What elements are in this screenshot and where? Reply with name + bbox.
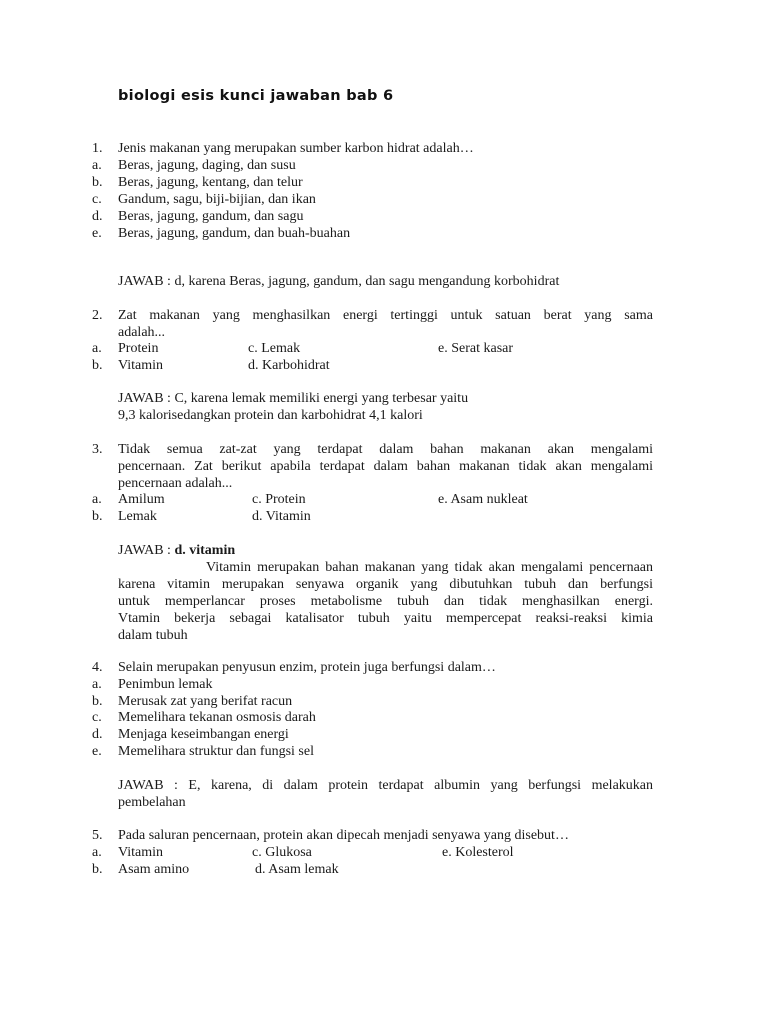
- option-mark: b.: [92, 175, 103, 190]
- option-text: Gandum, sagu, biji-bijian, dan ikan: [118, 192, 316, 207]
- question-text: Jenis makanan yang merupakan sumber karbon hidrat adalah…: [118, 141, 474, 156]
- option-mark: a.: [92, 158, 102, 173]
- option-mark: a.: [92, 677, 102, 692]
- option-mark: e.: [92, 226, 102, 241]
- option-text: e. Serat kasar: [438, 341, 514, 356]
- option-text: d. Asam lemak: [255, 862, 339, 877]
- question-line: Tidak semua zat-zat yang terdapat dalam bahan makanan akan mengalami: [118, 442, 653, 457]
- option-text: Beras, jagung, daging, dan susu: [118, 158, 296, 173]
- option-mark: e.: [92, 744, 102, 759]
- explanation-line: untuk memperlancar proses metabolisme tubuh dan tidak menghasilkan energi.: [118, 594, 653, 609]
- option-text: Beras, jagung, gandum, dan sagu: [118, 209, 304, 224]
- option-mark: a.: [92, 845, 102, 860]
- option-text: c. Protein: [252, 492, 306, 507]
- option-text: Memelihara struktur dan fungsi sel: [118, 744, 314, 759]
- option-text: c. Glukosa: [252, 845, 312, 860]
- option-mark: c.: [92, 710, 102, 725]
- explanation-line: Vtamin bekerja sebagai katalisator tubuh yaitu mempercepat reaksi-reaksi kimia: [118, 611, 653, 626]
- option-mark: d.: [92, 209, 103, 224]
- option-mark: b.: [92, 509, 103, 524]
- option-text: Asam amino: [118, 862, 190, 877]
- answer-4: [118, 777, 653, 811]
- option-mark: a.: [92, 341, 102, 356]
- option-mark: c.: [92, 192, 102, 207]
- answer-line: pembelahan: [118, 795, 186, 810]
- question-line: Zat makanan yang menghasilkan energi tertinggi untuk satuan berat yang sama: [118, 308, 653, 323]
- option-mark: b.: [92, 358, 103, 373]
- answer-text: JAWAB : d, karena Beras, jagung, gandum, dan sagu mengandung korbohidrat: [118, 274, 560, 289]
- option-mark: a.: [92, 492, 102, 507]
- explanation-line: Vitamin merupakan bahan makanan yang tidak akan mengalami pencernaan: [206, 560, 653, 575]
- question-line: adalah...: [118, 325, 166, 340]
- question-number: 3.: [92, 442, 103, 457]
- option-text: Beras, jagung, kentang, dan telur: [118, 175, 303, 190]
- option-text: d. Karbohidrat: [248, 358, 330, 373]
- option-text: Memelihara tekanan osmosis darah: [118, 710, 316, 725]
- option-text: Penimbun lemak: [118, 677, 213, 692]
- question-line: pencernaan. Zat berikut apabila terdapat dalam bahan makanan tidak akan mengalami: [118, 459, 653, 474]
- answer-line: JAWAB : E, karena, di dalam protein terdapat albumin yang berfungsi melakukan: [118, 778, 653, 793]
- option-text: Amilum: [118, 492, 165, 507]
- answer-3-explanation: [118, 559, 653, 644]
- answer-text: 9,3 kalorisedangkan protein dan karbohidrat 4,1 kalori: [118, 408, 423, 423]
- option-mark: d.: [92, 727, 103, 742]
- option-text: Vitamin: [118, 358, 164, 373]
- question-text: Pada saluran pencernaan, protein akan dipecah menjadi senyawa yang disebut…: [118, 828, 569, 843]
- question-number: 2.: [92, 308, 103, 323]
- answer-label: JAWAB :: [118, 543, 175, 558]
- option-mark: b.: [92, 862, 103, 877]
- option-text: e. Asam nukleat: [438, 492, 528, 507]
- question-text: Selain merupakan penyusun enzim, protein juga berfungsi dalam…: [118, 660, 496, 675]
- option-text: Protein: [118, 341, 159, 356]
- explanation-line: karena vitamin merupakan senyawa organik yang dibutuhkan tubuh dan berfungsi: [118, 577, 653, 592]
- option-text: d. Vitamin: [252, 509, 311, 524]
- answer-text: JAWAB : C, karena lemak memiliki energi yang terbesar yaitu: [118, 391, 469, 406]
- option-text: e. Kolesterol: [442, 845, 514, 860]
- option-text: c. Lemak: [248, 341, 301, 356]
- option-mark: b.: [92, 694, 103, 709]
- document-title: biologi esis kunci jawaban bab 6: [118, 88, 394, 104]
- option-text: Merusak zat yang berifat racun: [118, 694, 293, 709]
- question-number: 5.: [92, 828, 103, 843]
- option-text: Vitamin: [118, 845, 164, 860]
- question-3-text: [118, 441, 653, 492]
- question-number: 1.: [92, 141, 103, 156]
- answer-text: [118, 542, 235, 559]
- option-text: Lemak: [118, 509, 157, 524]
- question-line: pencernaan adalah...: [118, 476, 233, 491]
- explanation-line: dalam tubuh: [118, 628, 188, 643]
- question-number: 4.: [92, 660, 103, 675]
- question-2-text: [118, 307, 653, 341]
- option-text: Beras, jagung, gandum, dan buah-buahan: [118, 226, 351, 241]
- answer-choice: d. vitamin: [174, 543, 236, 558]
- option-text: Menjaga keseimbangan energi: [118, 727, 289, 742]
